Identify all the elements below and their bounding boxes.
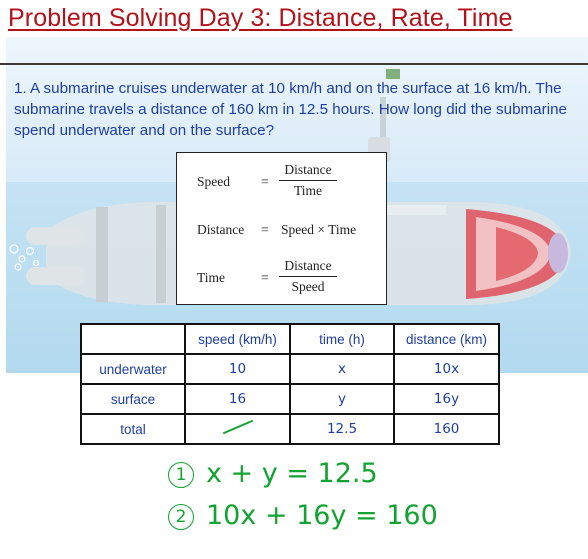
formula-box [176, 152, 387, 305]
equation-number-circle: 1 [168, 462, 194, 488]
handwritten-cell: 10 [185, 354, 290, 384]
fraction [279, 258, 337, 295]
table-row [81, 354, 499, 384]
equation-2 [168, 500, 438, 531]
equals-sign: = [261, 222, 269, 237]
problem-text: 1. A submarine cruises underwater at 10 km/h and on the surface at 16 km/h. The submarine travels a distance of 160 km in 12.5 hours. How long did the submarine spend underwater and on the surface? [14, 80, 567, 139]
fraction [279, 162, 337, 199]
equation-number-circle: 2 [168, 504, 194, 530]
table-header-cell [81, 324, 185, 354]
denominator: Speed [291, 279, 325, 294]
equation-1 [168, 458, 378, 489]
handwritten-cell: 16y [394, 384, 499, 414]
handwritten-cell: 160 [394, 414, 499, 444]
numerator: Distance [279, 258, 337, 277]
handwritten-cell: y [290, 384, 394, 414]
formula-expression: Speed × Time [281, 222, 357, 237]
table-row [81, 384, 499, 414]
handwritten-cell: 10x [394, 354, 499, 384]
formula-label: Distance [197, 222, 245, 237]
slide-title: Problem Solving Day 3: Distance, Rate, Time [8, 4, 513, 32]
equals-sign: = [261, 174, 269, 189]
numerator: Distance [279, 162, 337, 181]
formula-time [177, 258, 386, 298]
table-header-cell: speed (km/h) [185, 324, 290, 354]
handwritten-cell: 12.5 [290, 414, 394, 444]
divider-line [0, 63, 588, 65]
table-header-cell: distance (km) [394, 324, 499, 354]
equals-sign: = [261, 270, 269, 285]
handwritten-cell: 16 [185, 384, 290, 414]
row-label: total [81, 414, 185, 444]
formula-label: Speed [197, 174, 230, 189]
formula-speed [177, 162, 386, 202]
row-label: underwater [81, 354, 185, 384]
table-row [81, 414, 499, 444]
denominator: Time [293, 183, 322, 198]
handwritten-cell: x [290, 354, 394, 384]
row-label: surface [81, 384, 185, 414]
handwritten-checkmark-cell [185, 414, 290, 444]
table-header-row [81, 324, 499, 354]
equation-text: 10x + 16y = 160 [206, 500, 438, 531]
formula-distance [177, 210, 386, 250]
table-header-cell: time (h) [290, 324, 394, 354]
checkmark-stroke-icon [218, 417, 258, 437]
equation-text: x + y = 12.5 [206, 458, 378, 489]
formula-label: Time [197, 270, 226, 285]
data-table [80, 323, 500, 445]
